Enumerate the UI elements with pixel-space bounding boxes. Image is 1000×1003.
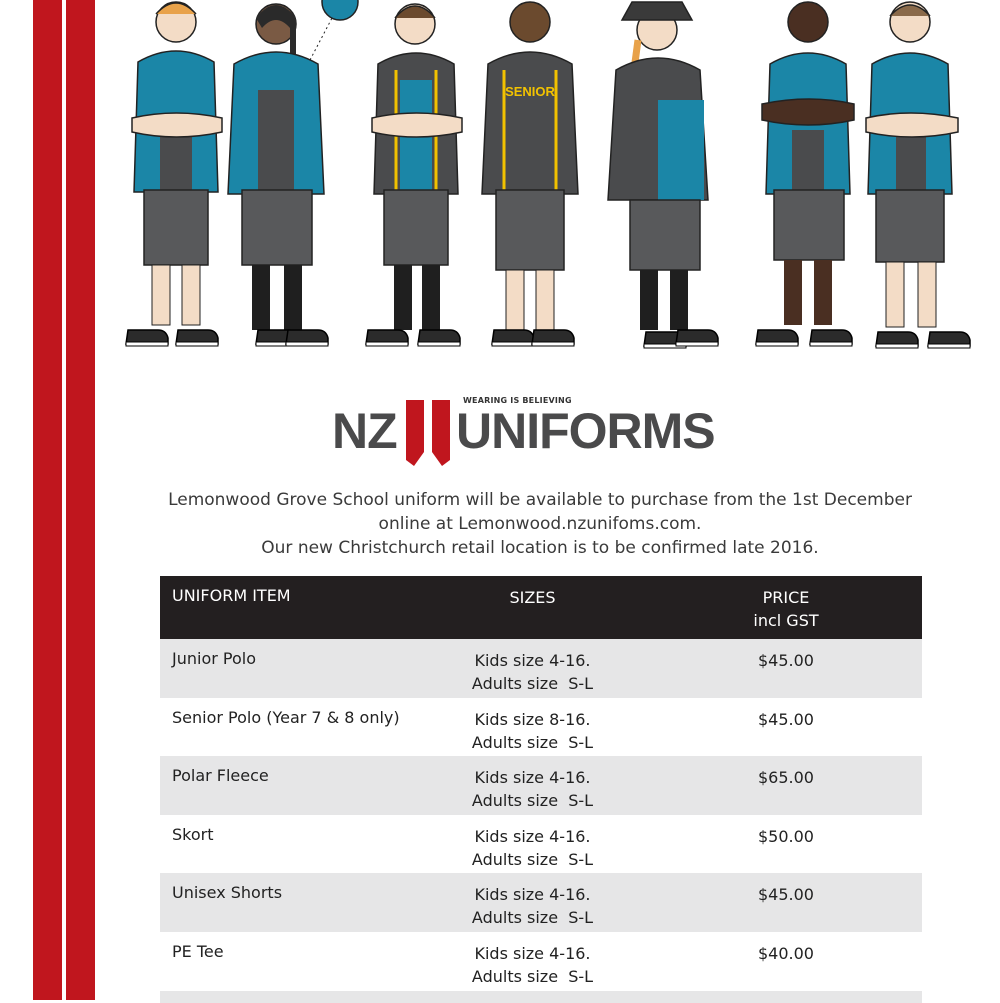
item-sizes	[430, 766, 635, 812]
adult-sizes: Adults size S-L	[471, 966, 594, 986]
student-5	[608, 2, 718, 348]
left-red-stripe-outer	[33, 0, 62, 1000]
table-row	[160, 873, 922, 932]
table-row	[160, 756, 922, 815]
table-row-partial	[160, 991, 922, 1003]
kids-sizes: Kids size 4-16.	[474, 826, 591, 846]
item-sizes	[430, 883, 635, 929]
logo-tagline: WEARING IS BELIEVING	[463, 396, 572, 405]
table-row	[160, 932, 922, 991]
kids-sizes: Kids size 4-16.	[474, 943, 591, 963]
intro-line-3: Our new Christchurch retail location is to be confirmed late 2016.	[261, 538, 819, 558]
logo-uniforms-text: UNIFORMS	[456, 403, 715, 459]
item-price: $65.00	[758, 768, 814, 788]
uniform-price-table	[160, 576, 922, 1003]
item-sizes	[430, 825, 635, 871]
intro-text	[160, 488, 920, 560]
table-row	[160, 815, 922, 874]
header-price-cell	[712, 586, 860, 632]
header-uniform-item: UNIFORM ITEM	[172, 586, 291, 605]
header-price: PRICE	[762, 588, 810, 607]
item-name: Senior Polo (Year 7 & 8 only)	[172, 707, 400, 727]
adult-sizes: Adults size S-L	[471, 849, 594, 869]
adult-sizes: Adults size S-L	[471, 674, 594, 693]
logo-nz-text: NZ	[332, 403, 397, 459]
item-sizes	[430, 649, 635, 695]
table-row	[160, 698, 922, 757]
item-name: Junior Polo	[172, 649, 256, 668]
adult-sizes: Adults size S-L	[471, 791, 594, 811]
item-price: $45.00	[758, 651, 814, 670]
student-1	[126, 2, 222, 346]
item-price: $45.00	[758, 709, 814, 729]
header-sizes: SIZES	[509, 588, 556, 607]
kids-sizes: Kids size 4-16.	[474, 651, 591, 670]
adult-sizes: Adults size S-L	[471, 732, 594, 752]
header-price-sub: incl GST	[753, 611, 819, 630]
student-2	[228, 0, 358, 346]
item-name: Polar Fleece	[172, 766, 269, 786]
item-name: PE Tee	[172, 941, 224, 961]
kids-sizes: Kids size 8-16.	[474, 709, 591, 729]
jacket-back-text: SENIOR	[505, 84, 555, 99]
logo-shield-icon	[404, 398, 454, 470]
student-7	[866, 2, 970, 348]
intro-line-2: online at Lemonwood.nzunifoms.com.	[378, 514, 702, 534]
item-sizes	[430, 942, 635, 988]
kids-sizes: Kids size 4-16.	[474, 768, 591, 788]
student-4-back-view	[482, 2, 578, 346]
intro-line-1: Lemonwood Grove School uniform will be available to purchase from the 1st December	[168, 490, 912, 510]
item-name: Unisex Shorts	[172, 883, 283, 903]
nz-uniforms-logo	[330, 392, 740, 472]
students-uniform-illustration	[110, 0, 990, 370]
item-price: $45.00	[758, 885, 814, 905]
item-price: $40.00	[758, 943, 814, 963]
student-3	[366, 4, 462, 346]
table-header	[160, 576, 922, 639]
item-name: Skort	[172, 824, 214, 844]
kids-sizes: Kids size 4-16.	[474, 885, 591, 905]
item-sizes	[430, 708, 635, 754]
student-6	[756, 2, 854, 346]
left-red-stripe-inner	[66, 0, 95, 1000]
adult-sizes: Adults size S-L	[471, 908, 594, 928]
item-price: $50.00	[758, 826, 814, 846]
table-row	[160, 639, 922, 698]
